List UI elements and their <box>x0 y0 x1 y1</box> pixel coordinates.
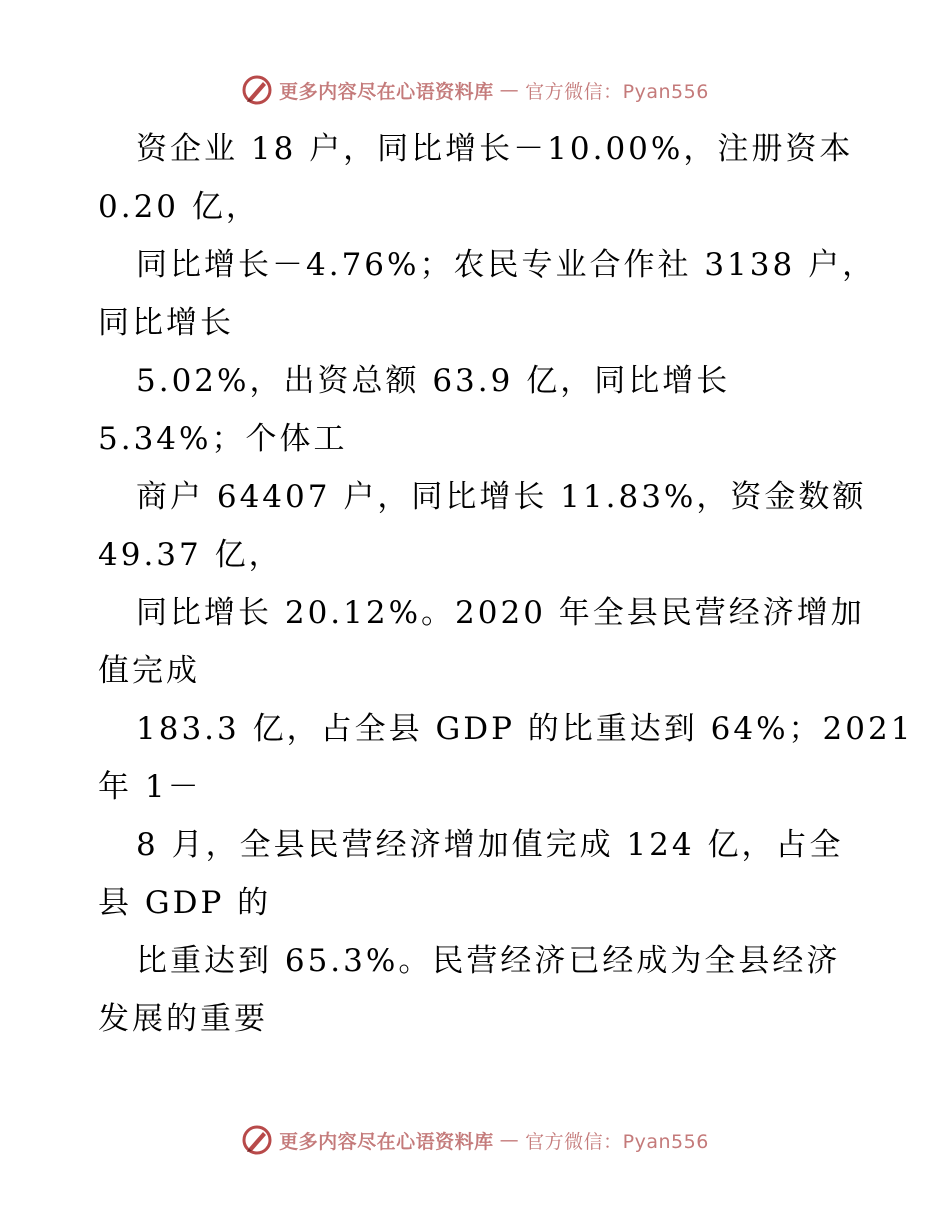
text-line: 同比增长 20.12%。2020 年全县民营经济增加 <box>136 595 865 631</box>
watermark-secondary-text: 官方微信：Pyan556 <box>525 1130 709 1153</box>
watermark-primary-text: 更多内容尽在心语资料库 <box>279 80 494 103</box>
text-line: 49.37 亿， <box>98 537 283 573</box>
text-line: 5.34%；个体工 <box>98 421 348 457</box>
text-line: 年 1－ <box>98 769 202 805</box>
text-line: 0.20 亿， <box>98 189 260 225</box>
pen-logo-icon <box>241 1124 273 1156</box>
text-line: 同比增长－4.76%；农民专业合作社 3138 户， <box>136 247 877 283</box>
text-line: 商户 64407 户，同比增长 11.83%，资金数额 <box>136 479 867 515</box>
header-watermark <box>0 74 950 106</box>
text-line: 5.02%，出资总额 63.9 亿，同比增长 <box>136 363 731 399</box>
pen-logo-icon <box>241 74 273 106</box>
watermark-primary-text: 更多内容尽在心语资料库 <box>279 1130 494 1153</box>
watermark-dash: — <box>499 79 520 101</box>
text-line: 县 GDP 的 <box>98 885 272 921</box>
watermark-secondary-text: 官方微信：Pyan556 <box>525 80 709 103</box>
text-line: 同比增长 <box>98 305 234 341</box>
footer-watermark <box>0 1124 950 1156</box>
text-line: 发展的重要 <box>98 1001 268 1037</box>
text-line: 资企业 18 户，同比增长－10.00%，注册资本 <box>136 131 854 167</box>
text-line: 183.3 亿，占全县 GDP 的比重达到 64%；2021 <box>136 711 914 747</box>
text-line: 比重达到 65.3%。民营经济已经成为全县经济 <box>136 943 841 979</box>
text-line: 8 月，全县民营经济增加值完成 124 亿，占全 <box>136 827 844 863</box>
watermark-dash: — <box>499 1129 520 1151</box>
document-body <box>98 120 914 1048</box>
text-line: 值完成 <box>98 653 200 689</box>
